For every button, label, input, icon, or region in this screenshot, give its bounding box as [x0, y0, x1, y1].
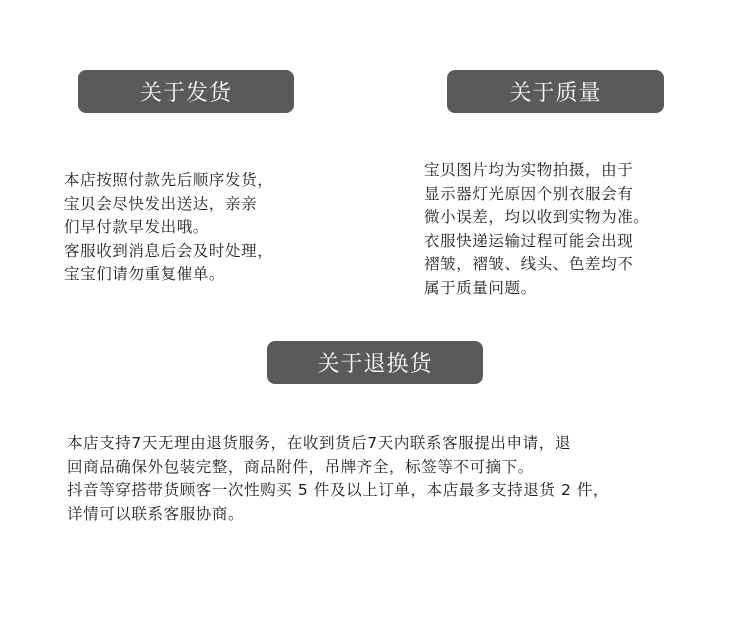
text-line: 属于质量问题。: [424, 278, 537, 297]
section-title-quality-label: 关于质量: [509, 81, 602, 106]
text-line: 客服收到消息后会及时处理，: [64, 241, 274, 260]
text-line: 本店按照付款先后顺序发货，: [64, 171, 274, 189]
section-title-quality: [447, 70, 664, 113]
section-title-returns-label: 关于退换货: [317, 352, 433, 377]
text-line: 宝宝们请勿重复催单。: [64, 265, 226, 283]
section-title-shipping-label: 关于发货: [139, 81, 232, 106]
text-line: 衣服快递运输过程可能会出现: [424, 231, 634, 250]
text-line: 详情可以联系客服协商。: [67, 504, 245, 523]
text-line: 显示器灯光原因个别衣服会有: [424, 184, 634, 203]
text-line: 抖音等穿搭带货顾客一次性购买 5 件及以上订单，本店最多支持退货 2 件，: [67, 481, 610, 499]
text-line: 宝贝图片均为实物拍摄，由于: [424, 161, 634, 179]
shipping-policy-text: [64, 169, 273, 287]
text-line: 宝贝会尽快发出送达，亲亲: [64, 194, 258, 213]
quality-policy-text: [424, 159, 649, 300]
text-line: 本店支持7天无理由退货服务，在收到货后7天内联系客服提出申请，退: [67, 434, 571, 452]
section-title-shipping: [78, 70, 294, 113]
text-line: 微小误差，均以收到实物为准。: [424, 208, 650, 226]
text-line: 们早付款早发出哦。: [64, 218, 209, 236]
returns-policy-text: [67, 432, 609, 526]
section-title-returns: [267, 341, 483, 384]
text-line: 褶皱，褶皱、线头、色差均不: [424, 255, 634, 273]
text-line: 回商品确保外包装完整，商品附件，吊牌齐全，标签等不可摘下。: [67, 457, 534, 476]
